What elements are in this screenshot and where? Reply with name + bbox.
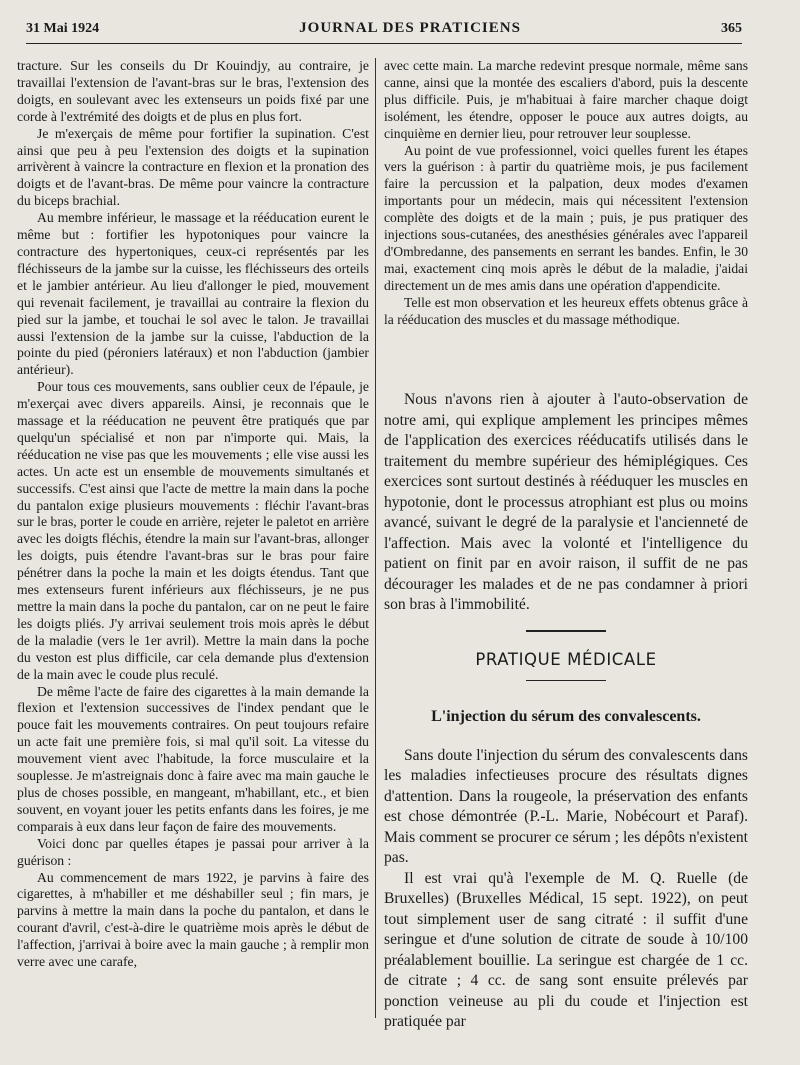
- header-rule: [26, 43, 742, 44]
- right-column-top: [384, 58, 748, 329]
- paragraph: Telle est mon observation et les heureux effets obtenus grâce à la rééducation des muscles et du massage méthodique.: [384, 294, 748, 327]
- section-title: PRATIQUE MÉDICALE: [475, 649, 657, 669]
- column-divider: [375, 58, 376, 1018]
- issue-date: 31 Mai 1924: [26, 21, 100, 36]
- paragraph: De même l'acte de faire des cigarettes à la main demande la flexion et l'extension successives de l'index pendant que le pouce fait les mouvements contraires. On peut toujours refaire un acte fait une première fois, si mal qu'il soit. La vitesse du mouvement vient avec l'habitude, la force musculaire et la souplesse. Je m'astreignais donc à faire avec ma main gauche le plus de choses possible, en mangeant, m'habillant, etc., et bien souvent, en voyant jouer les petits enfants dans les foires, je me comparais à eux dans leur façon de faire des mouvements.: [17, 683, 369, 834]
- commentary-paragraph: Nous n'avons rien à ajouter à l'auto-observation de notre ami, qui explique amplement les principes mêmes de l'application des exercices rééducatifs utilisés dans le traitement du membre supérieur des hémiplégiques. Ces exercices sont surtout destinés à rééduquer les muscles en hypotonie, dont le processus atrophiant est plus ou moins avancé, suivant le degré de la paralysie et l'ancienneté de l'affection. Mais avec la volonté et l'intelligence du patient on finit par en avoir raison, il suffit de ne pas décourager les malades et de ne pas condamner à priori son bras à l'immobilité.: [384, 391, 748, 613]
- section-underline: [526, 680, 606, 681]
- article-paragraph: Sans doute l'injection du sérum des convalescents dans les maladies infectieuses procure des résultats dignes d'attention. Dans la rougeole, la préservation des enfants est chose démontrée (P.-L. Marie, Nobécourt et Paraf). Mais comment se procurer ce sérum ; les dépôts n'existent pas.: [384, 746, 748, 866]
- paragraph: Au point de vue professionnel, voici quelles furent les étapes vers la guérison : à partir du quatrième mois, je pus facilement faire la percussion et la palpation, deux modes d'examen importants pour un médecin, mais qui nécessitent l'extension complète des doigts et de la main ; puis, je pus pratiquer des injections sous-cutanées, des anesthésies générales avec l'appareil d'Ombredanne, des pansements en serrant les bandes. Enfin, le 30 mai, exactement cinq mois après le début de la maladie, j'aidai directement un de mes amis dans une opération d'appendicite.: [384, 142, 748, 293]
- paragraph: Au membre inférieur, le massage et la rééducation eurent le même but : fortifier les hypotoniques pour vaincre la contracture des hypertoniques, ceux-ci représentés par les fléchisseurs de la jambe sur la cuisse, les fléchisseurs des orteils et le jambier antérieur. Au lieu d'allonger le pied, mouvement qui revenait facilement, je travaillai au contraire la flexion du pied sur la jambe, et touchai le sol avec le talon. Je travaillai aussi l'extension de la jambe sur la cuisse, l'abduction de la pointe du pied (péroniers latéraux) et non l'abduction (jambier antérieur).: [17, 210, 369, 378]
- paragraph: tracture. Sur les conseils du Dr Kouindjy, au contraire, je travaillai l'extension de l'avant-bras sur le bras, l'extension des doigts, en soulevant avec les extenseurs un poids fixé par une corde à l'extrémité des doigts et de plus en plus fort.: [17, 58, 369, 124]
- running-header: [26, 20, 742, 42]
- section-divider: [526, 630, 606, 632]
- journal-title: JOURNAL DES PRATICIENS: [299, 20, 521, 36]
- paragraph: avec cette main. La marche redevint presque normale, même sans canne, ainsi que la montée des escaliers d'abord, puis la descente plus difficile. Puis, je m'habituai à faire marcher chaque doigt isolément, les étendre, opposer le pouce aux autres doigts, au cinquième en dernier lieu, pour retrouver leur souplesse.: [384, 58, 748, 141]
- right-column-bottom: [384, 390, 748, 1033]
- article-title: L'injection du sérum des convalescents.: [431, 708, 701, 725]
- paragraph: Au commencement de mars 1922, je parvins à faire des cigarettes, à m'habiller et me déshabiller seul ; fin mars, je parvins à mettre la main dans la poche du pantalon, et dans le courant d'avril, c'est-à-dire le quatrième mois après le début de l'affection, j'arrivai à boire avec la main gauche ; à remplir mon verre avec une carafe,: [17, 869, 369, 970]
- article-paragraph: Il est vrai qu'à l'exemple de M. Q. Ruelle (de Bruxelles) (Bruxelles Médical, 15 sept. 1922), on peut tout simplement user de sang citraté : il suffit d'une seringue et d'une solution de citrate de soude à 10/100 préalablement bouillie. La seringue est chargée de 1 cc. de citrate ; 4 cc. de sang sont ensuite prélevés par ponction veineuse au pli du coude et l'injection est pratiquée par: [384, 869, 748, 1030]
- paragraph: Pour tous ces mouvements, sans oublier ceux de l'épaule, je m'exerçai avec divers appareils. Ainsi, je reconnais que le massage et la rééducation ne peuvent être pratiqués que par quelqu'un spécialisé et non par n'importe qui. Mais, la rééducation ne vise pas que les mouvements ; elle vise aussi les actes. Un acte est un ensemble de mouvements simultanés et successifs. C'est ainsi que l'acte de mettre la main dans la poche du pantalon exige plusieurs mouvements : fléchir l'avant-bras sur le bras, porter le coude en arrière, rejeter le paletot en arrière avec les doigts fléchis, étendre la main sur l'avant-bras, allonger les doigts, puis étendre l'avant-bras sur le bras pour faire pénétrer dans la poche la main et les doigts étendus. Tant que mes extenseurs furent inférieurs aux fléchisseurs, je ne pus mettre la main dans la poche du pantalon, car on ne peut le faire les doigts pliés. J'y arrivai seulement trois mois après le début de la maladie (vers le 1er avril). Mettre la main dans la poche du veston est plus difficile, car cela demande plus d'extension de la main avec le coude plus reculé.: [17, 379, 369, 682]
- page-number: 365: [721, 21, 742, 36]
- paragraph: Voici donc par quelles étapes je passai pour arriver à la guérison :: [17, 835, 369, 868]
- left-column: [17, 58, 369, 971]
- paragraph: Je m'exerçais de même pour fortifier la supination. C'est ainsi que peu à peu l'extension des doigts et la supination arrivèrent à vaincre la contracture en flexion et la pronation des doigts et de l'avant-bras. De même pour vaincre la contracture du biceps brachial.: [17, 125, 369, 209]
